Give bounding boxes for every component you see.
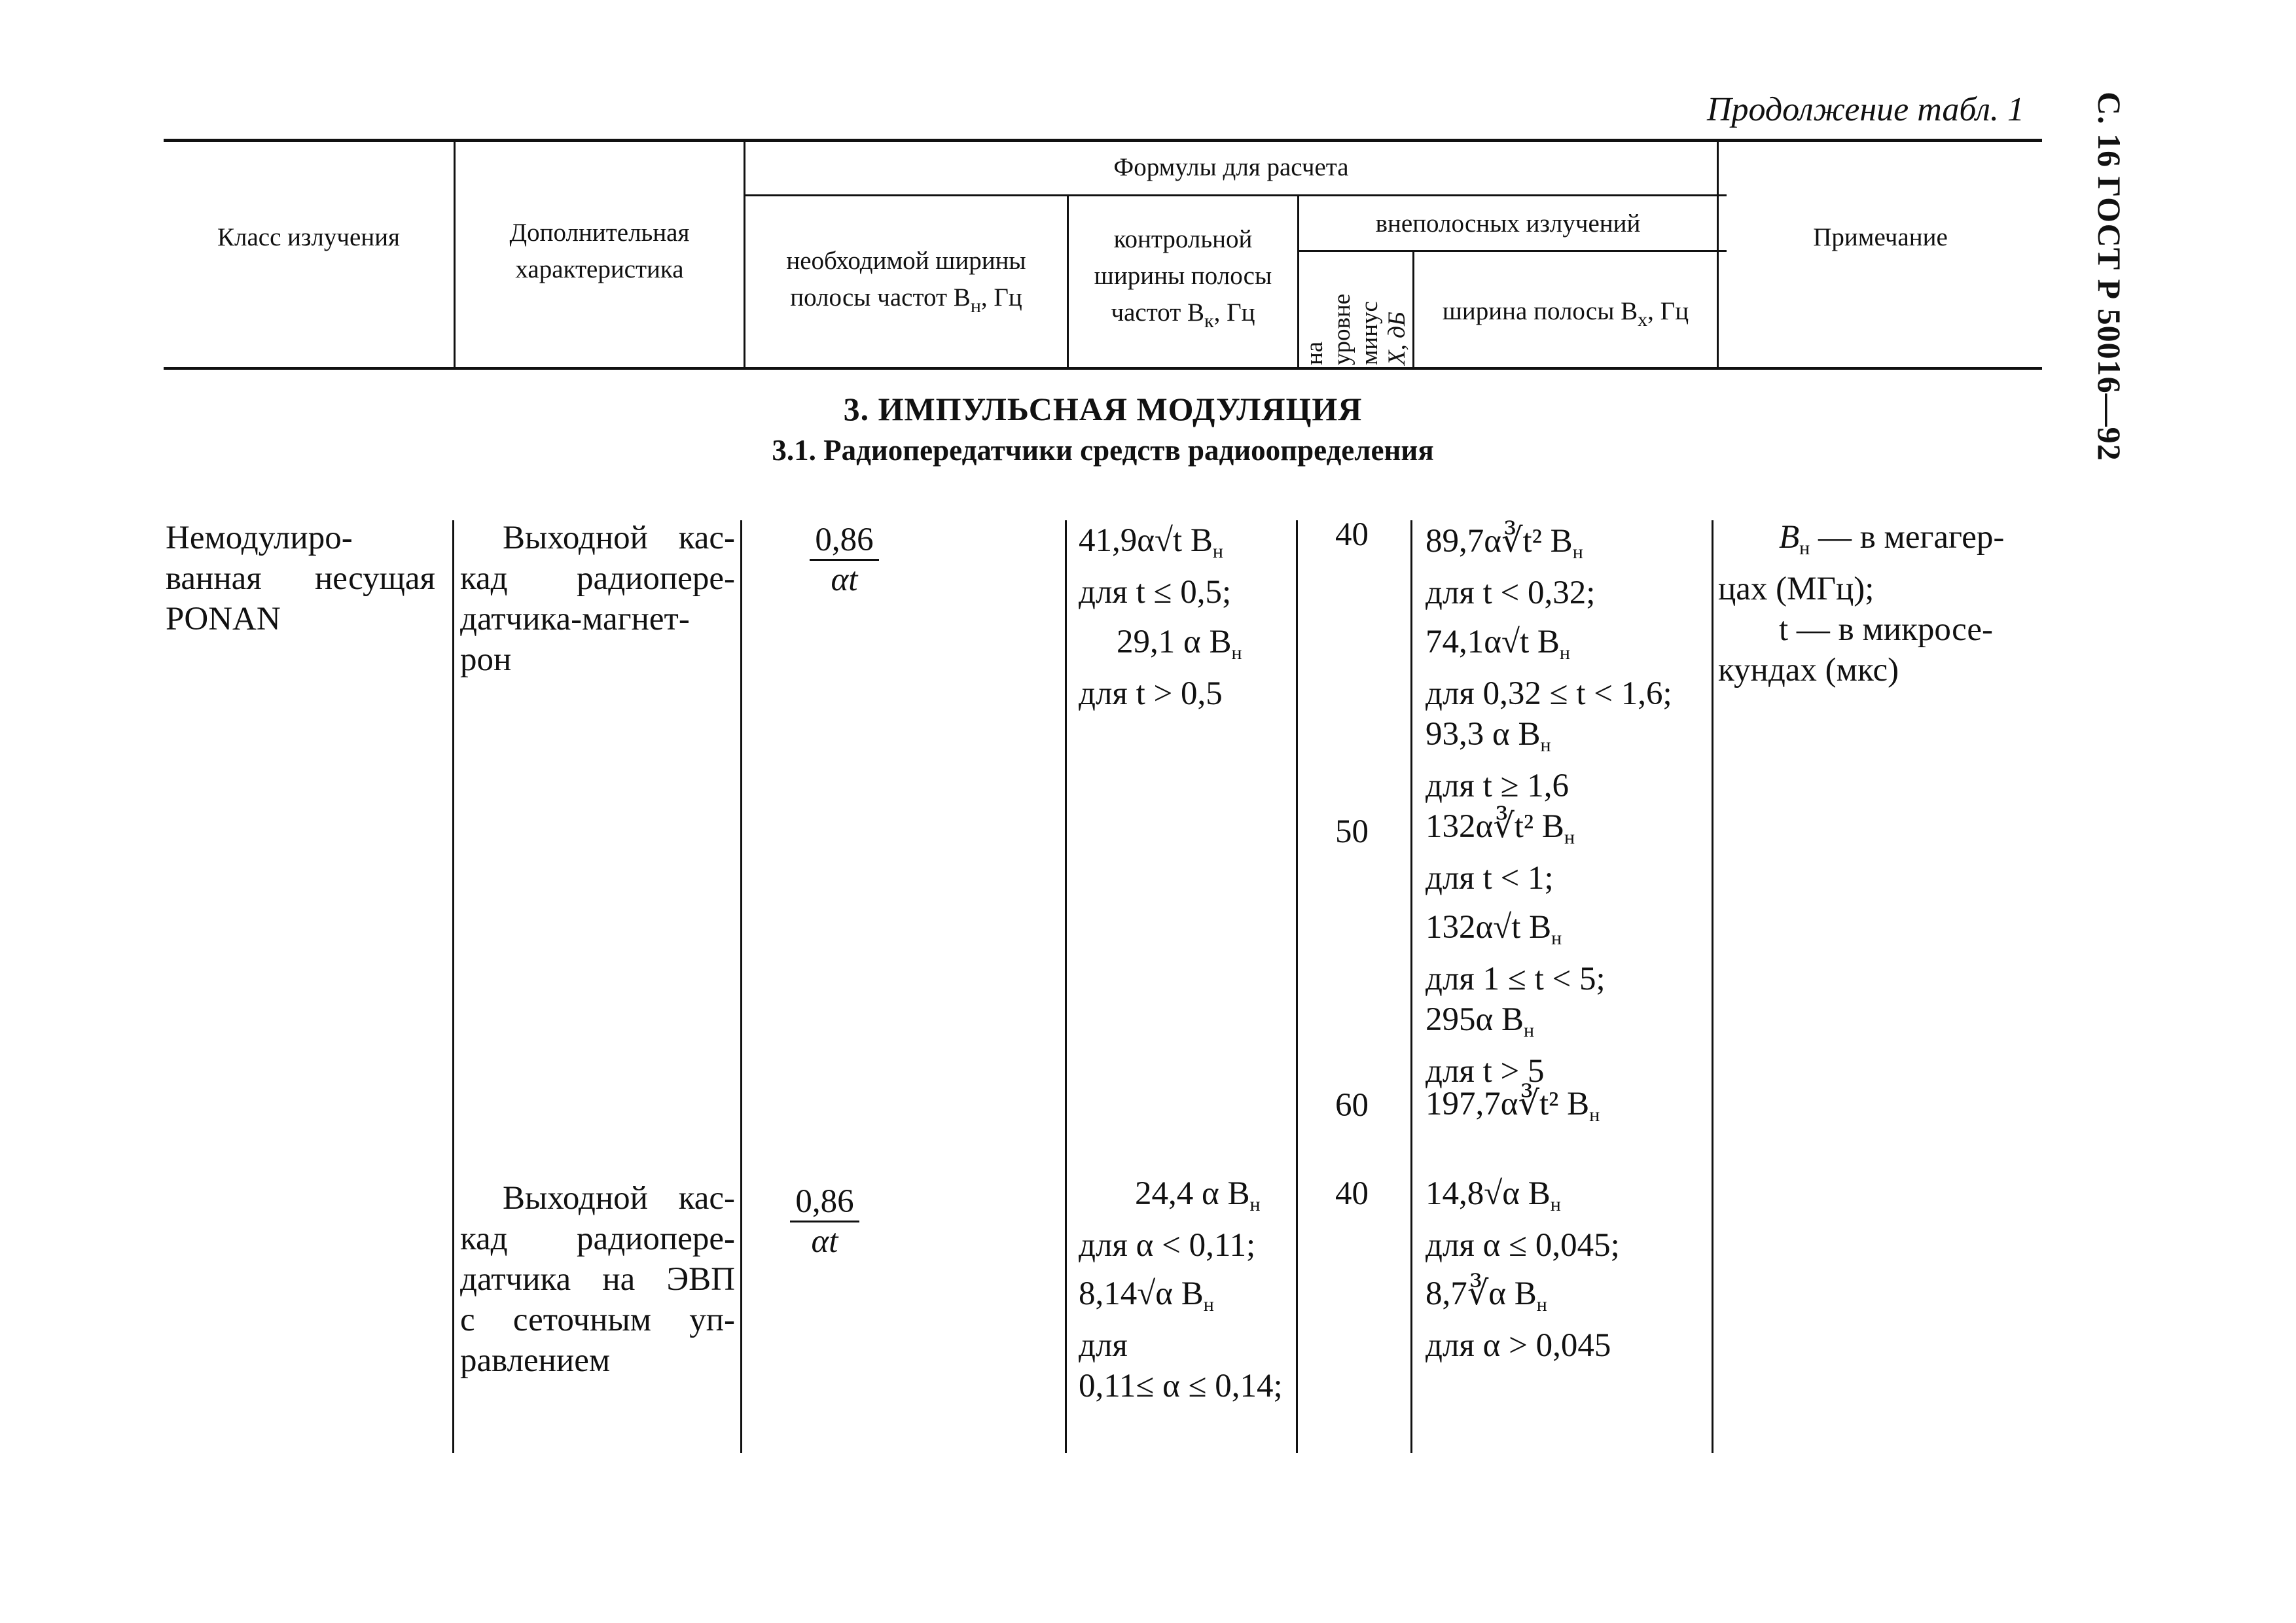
note-subscript: н xyxy=(1799,537,1810,559)
body-col-divider xyxy=(740,520,742,1453)
formula-condition: для α < 0,11; xyxy=(1079,1227,1256,1264)
table-continuation-label: Продолжение табл. 1 xyxy=(1707,91,2024,128)
fraction-denominator: αt xyxy=(811,1223,838,1260)
formula-subscript: н xyxy=(1589,1104,1600,1126)
header-necessary-bandwidth xyxy=(745,243,1067,325)
formula-line xyxy=(1426,1274,1611,1325)
characteristic-cell xyxy=(460,518,735,680)
formula-subscript: н xyxy=(1249,1194,1261,1215)
note-symbol: B xyxy=(1779,519,1800,556)
formulas-group-rule xyxy=(745,194,1727,196)
header-text: необходимой ширины xyxy=(786,247,1026,275)
header-text: X, дБ xyxy=(1384,312,1410,365)
header-emission-class: Класс излучения xyxy=(217,223,400,251)
formula-condition: 0,11≤ α ≤ 0,14; xyxy=(1079,1368,1283,1404)
formula-subscript: н xyxy=(1231,642,1242,664)
formula: 29,1 α B xyxy=(1117,624,1232,660)
formula-line xyxy=(1426,999,1605,1051)
header-subscript: х xyxy=(1638,309,1648,330)
note-cell xyxy=(1718,517,2026,690)
formula: 24,4 α B xyxy=(1135,1175,1250,1212)
oob-formula xyxy=(1426,1084,1600,1135)
control-formula xyxy=(1079,622,1242,714)
formula-line xyxy=(1426,806,1575,858)
formula: 295α B xyxy=(1426,1001,1524,1038)
emission-class-cell xyxy=(166,518,435,639)
formula-subscript: н xyxy=(1551,927,1562,949)
formula-condition: для α > 0,045 xyxy=(1426,1327,1611,1364)
oob-formula xyxy=(1426,622,1672,806)
header-control-bandwidth xyxy=(1069,221,1297,340)
formula-condition: для t > 0,5 xyxy=(1079,675,1223,712)
text-line: Немодулиро- xyxy=(166,520,353,556)
header-note: Примечание xyxy=(1813,223,1948,251)
text-line: кад радиопере- xyxy=(460,560,735,597)
formula-condition: для 1 ≤ t < 5; xyxy=(1426,961,1605,997)
formula-line xyxy=(1426,622,1672,673)
body-col-divider xyxy=(1410,520,1412,1453)
note-text: — в мегагер- xyxy=(1810,519,2005,556)
formula-subscript: н xyxy=(1540,734,1551,756)
formula-condition: для xyxy=(1079,1327,1128,1364)
formula-line xyxy=(1426,521,1595,573)
body-col-divider xyxy=(1065,520,1067,1453)
formula-line xyxy=(1426,1173,1620,1225)
running-header-text: С. 16 ГОСТ Р 50016—92 xyxy=(2091,92,2128,461)
header-text: уровне xyxy=(1329,293,1355,365)
formula-condition: для t ≥ 1,6 xyxy=(1426,768,1570,804)
formula-subscript: н xyxy=(1550,1194,1561,1215)
control-formula xyxy=(1079,1274,1283,1406)
formula-subscript: н xyxy=(1203,1294,1214,1315)
header-subscript: к xyxy=(1204,310,1214,332)
formula: 74,1α√t B xyxy=(1426,624,1560,660)
header-unit: , Гц xyxy=(980,283,1022,312)
body-col-divider xyxy=(1296,520,1298,1453)
text-line: PONAN xyxy=(166,601,281,637)
text-line: датчика-магнет- xyxy=(460,601,690,637)
note-line: кундах (мкс) xyxy=(1718,652,1899,688)
oob-formula xyxy=(1426,1274,1611,1366)
note-line: t — в микросе- xyxy=(1779,611,1993,648)
header-oob-bandwidth xyxy=(1414,293,1717,338)
text-line: равлением xyxy=(460,1342,611,1379)
section-subtitle: 3.1. Радиопередатчики средств радиоопределения xyxy=(772,434,1434,467)
fraction-numerator: 0,86 xyxy=(810,521,878,561)
table-top-rule xyxy=(164,139,2042,142)
note-line xyxy=(1718,517,2026,569)
oob-formula xyxy=(1426,806,1575,899)
formula: 14,8√α B xyxy=(1426,1175,1551,1212)
formula-subscript: н xyxy=(1564,827,1575,848)
text-line: датчика на ЭВП xyxy=(460,1261,735,1298)
header-text-line xyxy=(1069,294,1297,340)
fraction-denominator: αt xyxy=(831,562,858,598)
header-formulas-group: Формулы для расчета xyxy=(1113,153,1349,181)
formula-subscript: н xyxy=(1524,1020,1535,1041)
formula-condition: для 0,32 ≤ t < 1,6; xyxy=(1426,675,1672,712)
formula: 8,14√α B xyxy=(1079,1275,1204,1312)
header-text: контрольной xyxy=(1113,225,1253,253)
text-line: рон xyxy=(460,641,512,678)
header-text: на xyxy=(1301,341,1328,365)
header-additional-characteristic: Дополнительная характеристика xyxy=(509,219,690,283)
formula: 8,7∛α B xyxy=(1426,1275,1537,1312)
running-header xyxy=(2088,92,2127,510)
formula-line xyxy=(1079,520,1231,572)
formula-line xyxy=(1426,907,1605,959)
header-subscript: н xyxy=(970,295,981,317)
oob-formula xyxy=(1426,1173,1620,1266)
header-text: минус xyxy=(1356,301,1383,365)
formula: 89,7α∛t² B xyxy=(1426,523,1573,560)
formula-line xyxy=(1079,1173,1261,1225)
necessary-bandwidth-formula xyxy=(766,1183,884,1260)
fraction-numerator: 0,86 xyxy=(790,1183,859,1222)
formula: 197,7α∛t² B xyxy=(1426,1086,1590,1122)
formula-condition: для t < 0,32; xyxy=(1426,575,1596,611)
formula-condition: для t < 1; xyxy=(1426,860,1554,897)
level-x-db: 40 xyxy=(1335,516,1369,553)
text-line: ванная несущая xyxy=(166,560,435,597)
header-text: частот B xyxy=(1111,298,1205,327)
formula-condition: для t ≤ 0,5; xyxy=(1079,574,1232,611)
formula-subscript: н xyxy=(1572,541,1583,563)
formula-subscript: н xyxy=(1559,642,1570,664)
level-x-db: 50 xyxy=(1335,813,1369,850)
formula-line xyxy=(1079,622,1242,673)
formula-subscript: н xyxy=(1536,1294,1547,1315)
formula: 93,3 α B xyxy=(1426,716,1541,753)
formula-subscript: н xyxy=(1212,541,1223,562)
level-x-db: 40 xyxy=(1335,1175,1369,1212)
header-text-line xyxy=(745,279,1067,325)
body-col-divider xyxy=(452,520,454,1453)
header-level-x-db xyxy=(1301,294,1411,365)
characteristic-cell xyxy=(460,1178,735,1381)
header-text: ширины полосы xyxy=(1094,262,1272,290)
control-formula xyxy=(1079,520,1231,613)
text-line: Выходной кас- xyxy=(503,1180,735,1217)
oob-formula xyxy=(1426,521,1595,613)
formula-line xyxy=(1079,1274,1283,1325)
formula-condition: для t > 5 xyxy=(1426,1053,1545,1090)
oob-group-rule xyxy=(1298,250,1727,252)
section-title: 3. ИМПУЛЬСНАЯ МОДУЛЯЦИЯ xyxy=(843,391,1363,427)
oob-formula xyxy=(1426,907,1605,1092)
formula-line xyxy=(1426,714,1672,766)
note-line: цах (МГц); xyxy=(1718,571,1874,607)
formula: 132α∛t² B xyxy=(1426,808,1564,845)
control-formula xyxy=(1079,1173,1261,1266)
formula-condition: для α ≤ 0,045; xyxy=(1426,1227,1620,1264)
level-x-db: 60 xyxy=(1335,1087,1369,1124)
header-unit: , Гц xyxy=(1213,298,1255,327)
text-line: Выходной кас- xyxy=(503,520,735,556)
necessary-bandwidth-formula xyxy=(785,521,903,599)
header-oob-group: внеполосных излучений xyxy=(1375,209,1641,238)
header-unit: , Гц xyxy=(1647,297,1689,325)
formula: 41,9α√t B xyxy=(1079,522,1213,559)
text-line: кад радиопере- xyxy=(460,1221,735,1257)
header-text: полосы частот B xyxy=(790,283,971,312)
formula-line xyxy=(1426,1084,1600,1135)
header-bottom-rule xyxy=(164,367,2042,370)
formula: 132α√t B xyxy=(1426,909,1552,946)
header-text: ширина полосы B xyxy=(1442,297,1638,325)
body-col-divider xyxy=(1712,520,1713,1453)
text-line: с сеточным уп- xyxy=(460,1302,735,1338)
